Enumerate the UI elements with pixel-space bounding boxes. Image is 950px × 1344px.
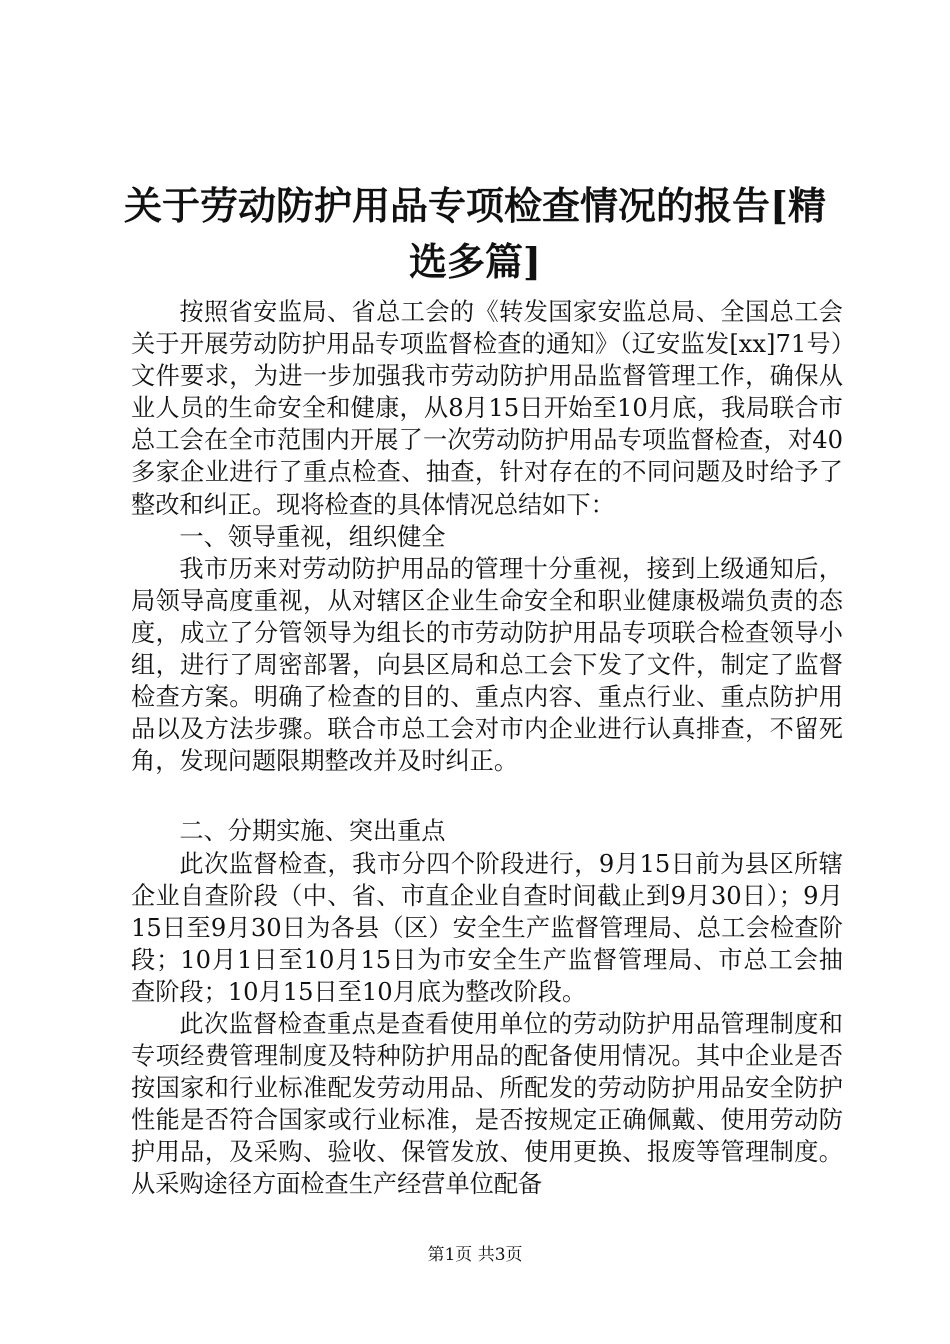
document-body <box>131 296 843 1201</box>
section-heading-1: 一、领导重视，组织健全 <box>179 522 446 551</box>
document-title: 关于劳动防护用品专项检查情况的报告[精选多篇] <box>124 183 826 284</box>
section-heading-2: 二、分期实施、突出重点 <box>179 817 446 846</box>
page-footer: 第1页 共3页 <box>427 1245 523 1265</box>
section-2-paragraph-1: 此次监督检查，我市分四个阶段进行，9月15日前为县区所辖企业自查阶段（中、省、市直企业自查时间截止到9月30日）；9月15日至9月30日为各县（区）安全生产监督管理局、总工会检查阶段；10月1日至10月15日为市安全生产监督管理局、市总工会抽查阶段；10月15日至10月底为整改阶段。 <box>131 849 843 1006</box>
section-2-paragraph-2: 此次监督检查重点是查看使用单位的劳动防护用品管理制度和专项经费管理制度及特种防护用品的配备使用情况。其中企业是否按国家和行业标准配发劳动用品、所配发的劳动防护用品安全防护性能是否符合国家或行业标准，是否按规定正确佩戴、使用劳动防护用品，及采购、验收、保管发放、使用更换、报废等管理制度。从采购途径方面检查生产经营单位配备 <box>131 1009 843 1199</box>
paragraph-gap <box>131 777 843 815</box>
intro-paragraph: 按照省安监局、省总工会的《转发国家安监总局、全国总工会关于开展劳动防护用品专项监督检查的通知》（辽安监发[xx]71号）文件要求，为进一步加强我市劳动防护用品监督管理工作，确保从业人员的生命安全和健康，从8月15日开始至10月底，我局联合市总工会在全市范围内开展了一次劳动防护用品专项监督检查，对40多家企业进行了重点检查、抽查，针对存在的不同问题及时给予了整改和纠正。现将检查的具体情况总结如下： <box>131 298 843 519</box>
section-1-paragraph: 我市历来对劳动防护用品的管理十分重视，接到上级通知后，局领导高度重视，从对辖区企业生命安全和职业健康极端负责的态度，成立了分管领导为组长的市劳动防护用品专项联合检查领导小组，进行了周密部署，向县区局和总工会下发了文件，制定了监督检查方案。明确了检查的目的、重点内容、重点行业、重点防护用品以及方法步骤。联合市总工会对市内企业进行认真排查，不留死角，发现问题限期整改并及时纠正。 <box>131 554 843 776</box>
